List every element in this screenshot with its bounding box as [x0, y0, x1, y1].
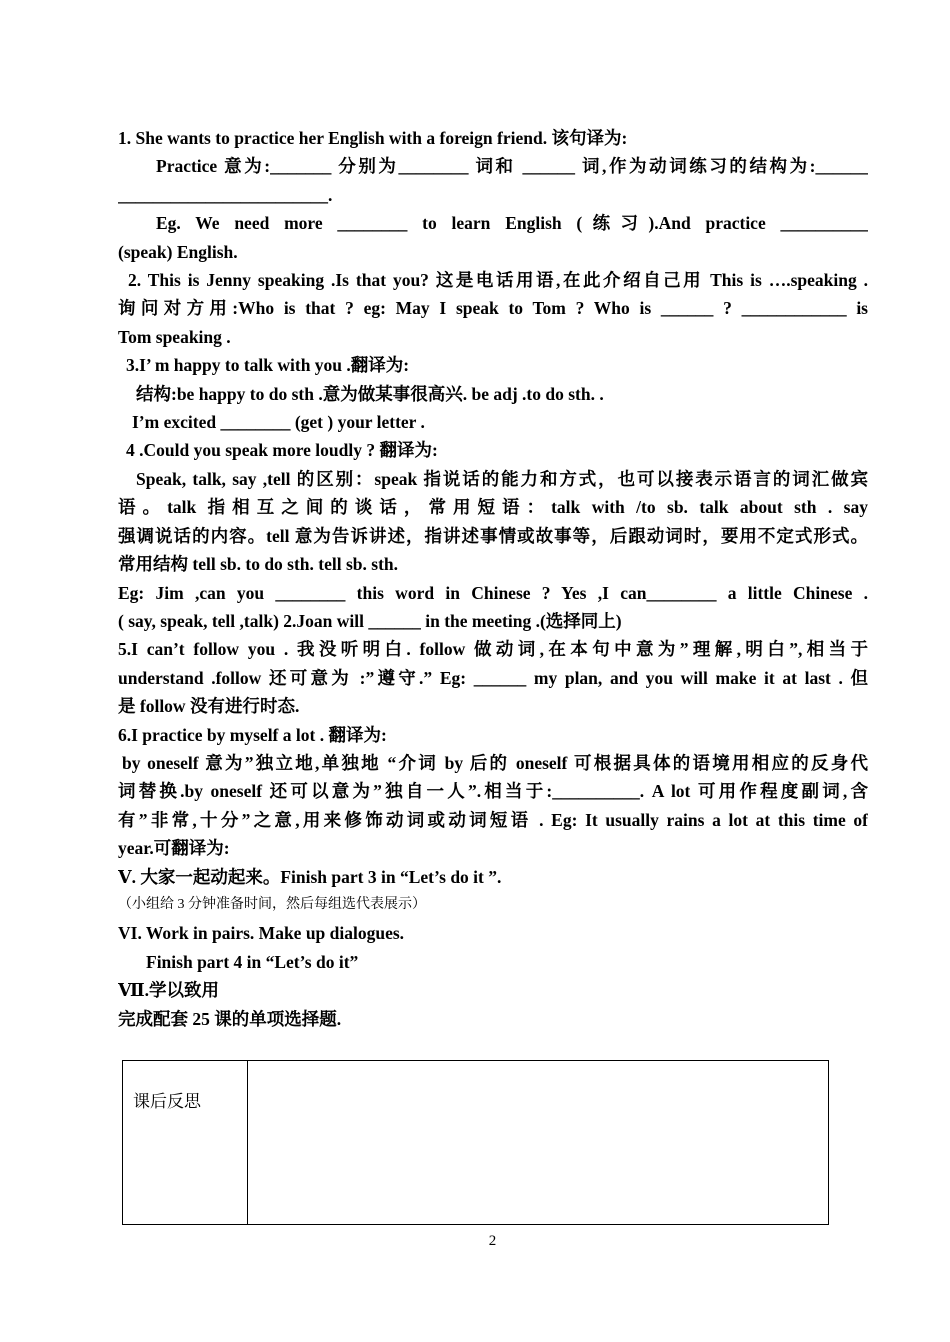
text-line: 是 follow 没有进行时态.: [118, 696, 300, 717]
page-number: 2: [488, 1233, 497, 1249]
text-line: 3.I’ m happy to talk with you .翻译为:: [126, 355, 410, 376]
reflection-table: [122, 1060, 829, 1225]
text-line: year.可翻译为:: [118, 838, 230, 859]
text-line: 有”非常,十分”之意,用来修饰动词或动词短语 . Eg: It usually rains a lot at this time of: [118, 809, 868, 830]
text-line: Practice 意为:_______ 分别为________ 词和 ______ 词,作为动词练习的结构为:______: [156, 156, 868, 177]
text-line: understand .follow 还可意为 :”遵守.” Eg: ______ my plan, and you will make it at last . 但: [118, 667, 868, 688]
reflection-label: 课后反思: [123, 1061, 248, 1225]
text-line: 完成配套 25 课的单项选择题.: [118, 1008, 342, 1029]
text-line: 5.I can’t follow you . 我没听明白. follow 做动词,在本句中意为”理解,明白”,相当于: [118, 639, 868, 660]
text-line: 6.I practice by myself a lot . 翻译为:: [118, 724, 387, 745]
text-line: 2. This is Jenny speaking .Is that you? 这是电话用语,在此介绍自己用 This is ….speaking .: [128, 270, 868, 291]
text-line: Eg: Jim ,can you ________ this word in Chinese ? Yes ,I can________ a little Chinese .: [118, 582, 868, 603]
text-line: 询问对方用:Who is that ? eg: May I speak to Tom ? Who is ______ ? ____________ is: [118, 298, 868, 319]
text-line: ( say, speak, tell ,talk) 2.Joan will ______ in the meeting .(选择同上): [118, 610, 622, 631]
text-line: Ⅶ.学以致用: [118, 980, 220, 1001]
text-line: 强调说话的内容。tell 意为告诉讲述，指讲述事情或故事等，后跟动词时，要用不定式形式。: [118, 525, 868, 546]
text-line: Eg. We need more ________ to learn English (练习).And practice __________: [156, 213, 868, 234]
reflection-content[interactable]: [248, 1061, 829, 1225]
text-line: （小组给 3 分钟准备时间，然后每组选代表展示）: [118, 896, 426, 912]
text-line: VI. Work in pairs. Make up dialogues.: [118, 923, 405, 944]
text-line: 1. She wants to practice her English with a foreign friend. 该句译为:: [118, 128, 628, 148]
text-line: 常用结构 tell sb. to do sth. tell sb. sth.: [118, 554, 399, 575]
text-line: 4 .Could you speak more loudly ? 翻译为:: [126, 440, 438, 461]
text-line: Ⅴ. 大家一起动起来。Finish part 3 in “Let’s do it ”.: [118, 866, 502, 887]
text-line: 结构:be happy to do sth .意为做某事很高兴. be adj .to do sth. .: [136, 383, 604, 404]
text-line: ________________________.: [118, 184, 333, 205]
text-line: by oneself 意为”独立地,单独地 “介词 by 后的 oneself 可根据具体的语境用相应的反身代: [122, 752, 868, 773]
worksheet-body: [118, 124, 868, 1033]
text-line: Tom speaking .: [118, 326, 231, 347]
text-line: (speak) English.: [118, 241, 238, 262]
text-line: Speak, talk, say ,tell 的区别：speak 指说话的能力和方式，也可以接表示语言的词汇做宾: [136, 468, 868, 489]
text-line: Finish part 4 in “Let’s do it”: [146, 951, 359, 972]
text-line: 词替换.by oneself 还可以意为”独自一人”.相当于:__________. A lot 可用作程度副词,含: [118, 781, 868, 802]
text-line: 语。talk 指相互之间的谈话，常用短语：talk with /to sb. talk about sth . say: [118, 497, 868, 518]
text-line: I’m excited ________ (get ) your letter .: [132, 412, 425, 433]
